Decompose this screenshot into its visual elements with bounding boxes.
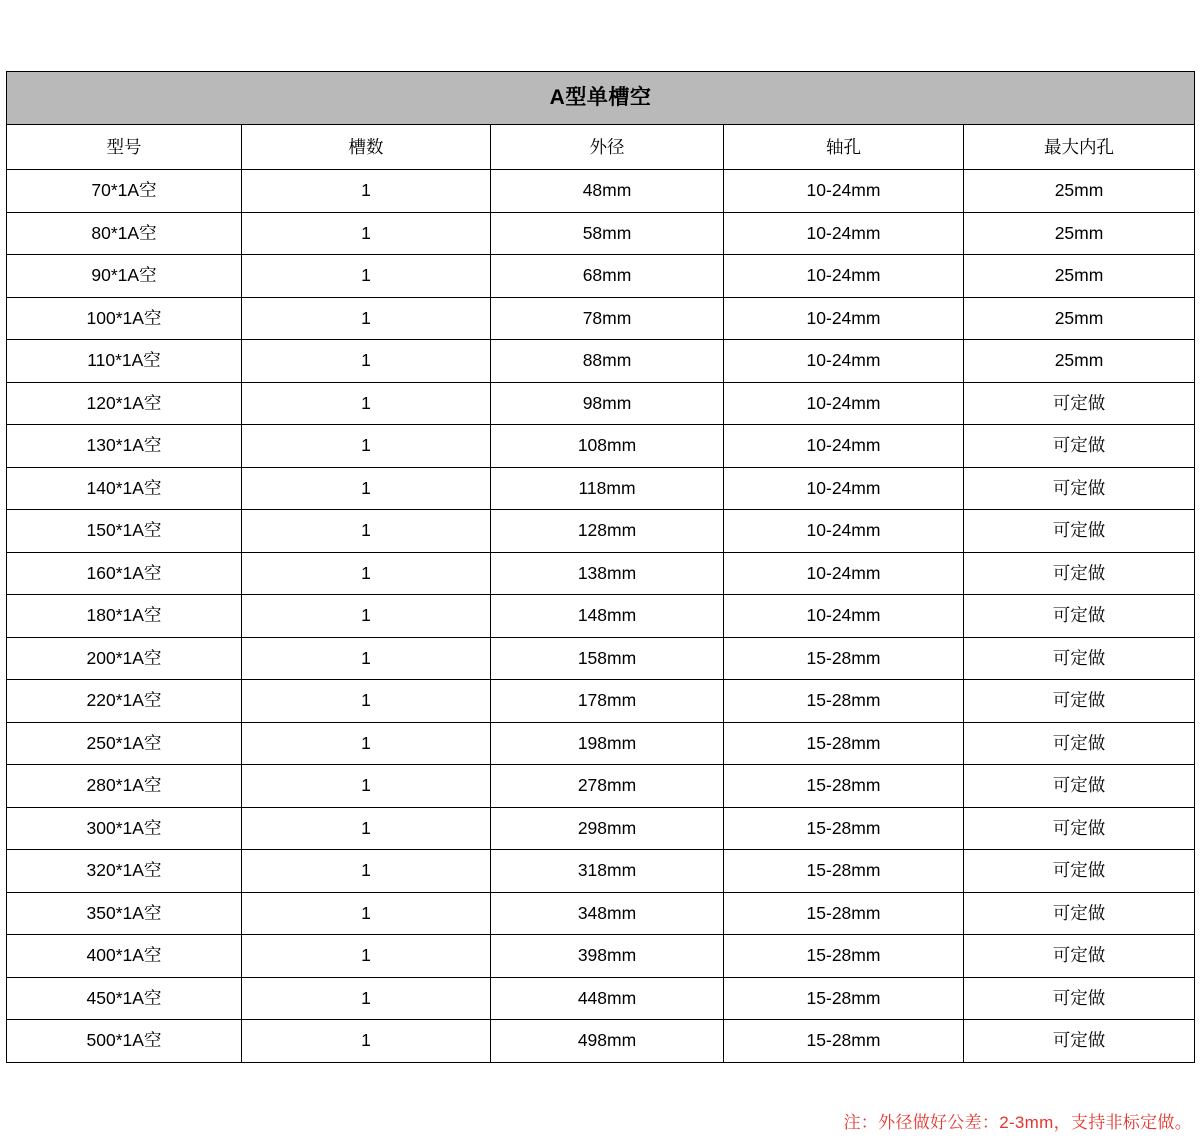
cell-outer-diameter: 198mm [491,722,724,765]
cell-shaft-hole: 15-28mm [724,680,964,723]
cell-max-inner-hole: 可定做 [964,467,1195,510]
cell-groove-count: 1 [242,935,491,978]
cell-groove-count: 1 [242,892,491,935]
cell-model: 70*1A空 [7,170,242,213]
cell-groove-count: 1 [242,340,491,383]
cell-groove-count: 1 [242,170,491,213]
cell-model: 180*1A空 [7,595,242,638]
cell-outer-diameter: 58mm [491,212,724,255]
cell-groove-count: 1 [242,382,491,425]
cell-shaft-hole: 10-24mm [724,595,964,638]
cell-model: 280*1A空 [7,765,242,808]
cell-shaft-hole: 10-24mm [724,467,964,510]
cell-max-inner-hole: 可定做 [964,892,1195,935]
cell-model: 450*1A空 [7,977,242,1020]
cell-outer-diameter: 88mm [491,340,724,383]
cell-max-inner-hole: 可定做 [964,680,1195,723]
table-row [7,850,1195,893]
cell-max-inner-hole: 可定做 [964,552,1195,595]
table-row [7,807,1195,850]
cell-max-inner-hole: 可定做 [964,1020,1195,1063]
cell-outer-diameter: 278mm [491,765,724,808]
cell-groove-count: 1 [242,680,491,723]
cell-outer-diameter: 498mm [491,1020,724,1063]
cell-model: 130*1A空 [7,425,242,468]
cell-max-inner-hole: 可定做 [964,595,1195,638]
cell-groove-count: 1 [242,637,491,680]
table-row [7,935,1195,978]
cell-outer-diameter: 448mm [491,977,724,1020]
cell-groove-count: 1 [242,552,491,595]
cell-shaft-hole: 10-24mm [724,552,964,595]
cell-model: 250*1A空 [7,722,242,765]
cell-groove-count: 1 [242,595,491,638]
cell-shaft-hole: 15-28mm [724,765,964,808]
cell-shaft-hole: 15-28mm [724,935,964,978]
cell-outer-diameter: 298mm [491,807,724,850]
table-row [7,467,1195,510]
cell-shaft-hole: 10-24mm [724,382,964,425]
table-row [7,595,1195,638]
cell-groove-count: 1 [242,467,491,510]
column-header-outer-diameter: 外径 [491,125,724,170]
cell-model: 90*1A空 [7,255,242,298]
table-body [7,72,1195,1063]
cell-max-inner-hole: 可定做 [964,807,1195,850]
cell-outer-diameter: 68mm [491,255,724,298]
cell-model: 350*1A空 [7,892,242,935]
table-row [7,722,1195,765]
table-row [7,1020,1195,1063]
cell-outer-diameter: 148mm [491,595,724,638]
cell-max-inner-hole: 25mm [964,340,1195,383]
cell-model: 120*1A空 [7,382,242,425]
cell-shaft-hole: 10-24mm [724,425,964,468]
cell-groove-count: 1 [242,722,491,765]
cell-outer-diameter: 178mm [491,680,724,723]
table-title: A型单槽空 [7,72,1195,125]
cell-model: 100*1A空 [7,297,242,340]
cell-outer-diameter: 78mm [491,297,724,340]
cell-outer-diameter: 128mm [491,510,724,553]
cell-shaft-hole: 10-24mm [724,170,964,213]
cell-max-inner-hole: 可定做 [964,935,1195,978]
cell-outer-diameter: 158mm [491,637,724,680]
cell-outer-diameter: 48mm [491,170,724,213]
table-row [7,510,1195,553]
column-header-groove-count: 槽数 [242,125,491,170]
cell-groove-count: 1 [242,807,491,850]
cell-max-inner-hole: 25mm [964,212,1195,255]
cell-max-inner-hole: 可定做 [964,722,1195,765]
cell-shaft-hole: 15-28mm [724,722,964,765]
cell-shaft-hole: 10-24mm [724,510,964,553]
cell-shaft-hole: 15-28mm [724,1020,964,1063]
column-header-shaft-hole: 轴孔 [724,125,964,170]
cell-outer-diameter: 398mm [491,935,724,978]
cell-max-inner-hole: 可定做 [964,425,1195,468]
cell-groove-count: 1 [242,765,491,808]
cell-model: 500*1A空 [7,1020,242,1063]
cell-max-inner-hole: 25mm [964,255,1195,298]
cell-model: 80*1A空 [7,212,242,255]
cell-groove-count: 1 [242,212,491,255]
table-row [7,765,1195,808]
table-row [7,170,1195,213]
table-row [7,340,1195,383]
cell-model: 320*1A空 [7,850,242,893]
cell-max-inner-hole: 可定做 [964,637,1195,680]
cell-groove-count: 1 [242,255,491,298]
cell-shaft-hole: 15-28mm [724,637,964,680]
table-row [7,425,1195,468]
cell-outer-diameter: 98mm [491,382,724,425]
cell-max-inner-hole: 可定做 [964,382,1195,425]
column-header-model: 型号 [7,125,242,170]
cell-outer-diameter: 108mm [491,425,724,468]
cell-model: 140*1A空 [7,467,242,510]
cell-outer-diameter: 118mm [491,467,724,510]
cell-outer-diameter: 138mm [491,552,724,595]
cell-shaft-hole: 10-24mm [724,212,964,255]
cell-groove-count: 1 [242,510,491,553]
table-row [7,212,1195,255]
cell-max-inner-hole: 25mm [964,297,1195,340]
cell-shaft-hole: 15-28mm [724,977,964,1020]
specification-table [6,71,1195,1063]
cell-shaft-hole: 15-28mm [724,892,964,935]
table-title-row [7,72,1195,125]
cell-groove-count: 1 [242,297,491,340]
table-row [7,680,1195,723]
table-row [7,382,1195,425]
table-row [7,552,1195,595]
cell-outer-diameter: 348mm [491,892,724,935]
cell-max-inner-hole: 可定做 [964,765,1195,808]
cell-model: 200*1A空 [7,637,242,680]
cell-groove-count: 1 [242,425,491,468]
cell-groove-count: 1 [242,977,491,1020]
cell-groove-count: 1 [242,1020,491,1063]
document-page [0,71,1200,1143]
footnote-text: 注：外径做好公差：2-3mm，支持非标定做。 [843,1113,1192,1132]
cell-model: 110*1A空 [7,340,242,383]
cell-shaft-hole: 10-24mm [724,255,964,298]
table-row [7,255,1195,298]
table-header-row [7,125,1195,170]
cell-model: 160*1A空 [7,552,242,595]
cell-shaft-hole: 10-24mm [724,297,964,340]
cell-max-inner-hole: 25mm [964,170,1195,213]
cell-shaft-hole: 10-24mm [724,340,964,383]
cell-outer-diameter: 318mm [491,850,724,893]
cell-shaft-hole: 15-28mm [724,850,964,893]
cell-model: 400*1A空 [7,935,242,978]
cell-model: 150*1A空 [7,510,242,553]
cell-max-inner-hole: 可定做 [964,850,1195,893]
table-row [7,892,1195,935]
table-row [7,297,1195,340]
column-header-max-inner-hole: 最大内孔 [964,125,1195,170]
cell-model: 220*1A空 [7,680,242,723]
cell-groove-count: 1 [242,850,491,893]
cell-max-inner-hole: 可定做 [964,510,1195,553]
cell-shaft-hole: 15-28mm [724,807,964,850]
table-row [7,637,1195,680]
cell-max-inner-hole: 可定做 [964,977,1195,1020]
cell-model: 300*1A空 [7,807,242,850]
table-row [7,977,1195,1020]
